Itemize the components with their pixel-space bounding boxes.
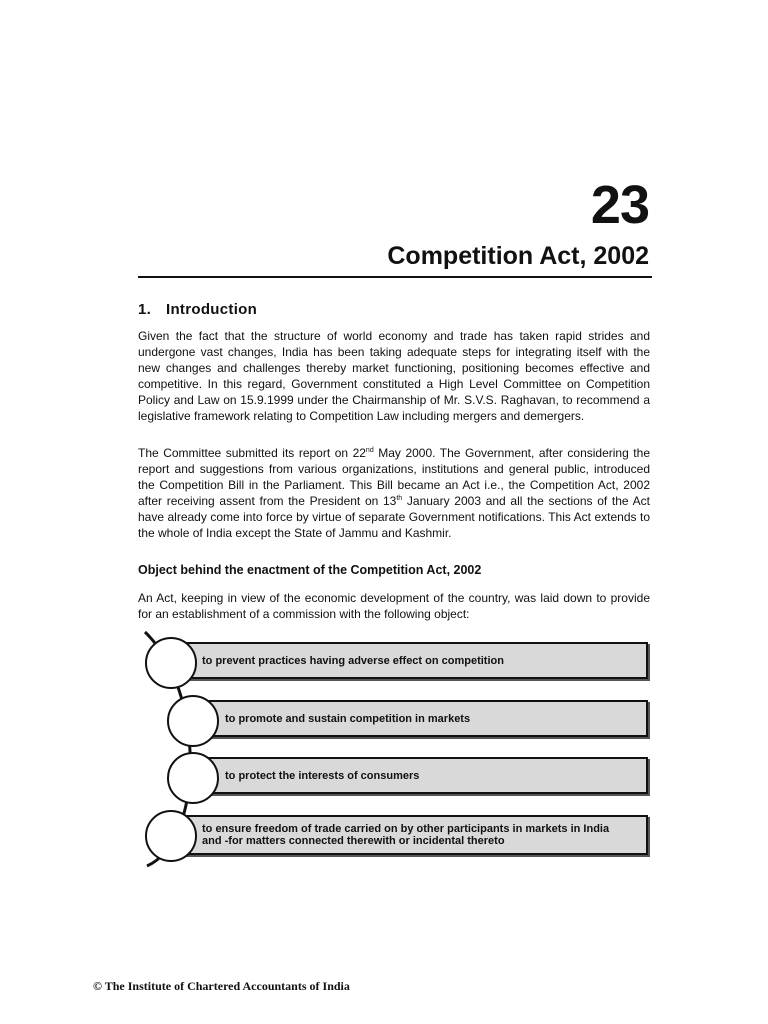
object-text: to protect the interests of consumers bbox=[225, 769, 420, 782]
object-text: to promote and sustain competition in markets bbox=[225, 712, 471, 725]
intro-paragraph-2 bbox=[138, 445, 650, 541]
ordinal-suffix: th bbox=[396, 495, 403, 502]
paragraph-2-text-b: May 2000. The Government, after considering the report and suggestions from various organizations, institutions and general public, introduced the Competition Bill in the Parliament. This Bill became an Act i.e., the Competition Act, 2002 after receiving assent from the President on 13 bbox=[138, 446, 650, 508]
object-text: to ensure freedom of trade carried on by other participants in markets in India bbox=[202, 823, 610, 835]
footer-copyright: © The Institute of Chartered Accountants of India bbox=[93, 979, 350, 993]
object-text: to prevent practices having adverse effect on competition bbox=[202, 654, 504, 667]
chapter-title: Competition Act, 2002 bbox=[387, 242, 649, 270]
bullet-circle bbox=[167, 752, 219, 804]
section-number: 1. bbox=[138, 301, 152, 318]
intro-paragraph-1: Given the fact that the structure of world economy and trade has taken rapid strides and undergone vast changes, India has been taking adequate steps for integrating itself with the new changes and challenges thereby market functioning, positioning becomes effective and competitive. In this regard, Government constituted a High Level Committee on Competition Policy and Law on 15.9.1999 under the Chairmanship of Mr. S.V.S. Raghavan, to recommend a legislative framework relating to Competition Law including mergers and demergers. bbox=[138, 329, 650, 423]
bullet-circle bbox=[145, 810, 197, 862]
object-box bbox=[204, 757, 648, 794]
object-box bbox=[178, 642, 648, 679]
bullet-circle bbox=[167, 695, 219, 747]
paragraph-2-text-c: January 2003 and all the sections of the Act have already come into force by virtue of separate Government notifications. This Act extends to the whole of India except the State of Jammu and Kashmir. bbox=[138, 494, 650, 540]
object-paragraph: An Act, keeping in view of the economic development of the country, was laid down to provide for an establishment of a commission with the following object: bbox=[138, 591, 650, 621]
object-box bbox=[178, 815, 648, 855]
section-heading bbox=[138, 301, 257, 318]
ordinal-suffix: nd bbox=[365, 447, 374, 454]
object-box bbox=[204, 700, 648, 737]
paragraph-2-text-a: The Committee submitted its report on 22 bbox=[138, 446, 366, 460]
bullet-circle bbox=[145, 637, 197, 689]
section-title: Introduction bbox=[166, 301, 258, 318]
title-rule bbox=[138, 276, 652, 278]
object-text: and -for matters connected therewith or incidental thereto bbox=[202, 835, 505, 847]
chapter-number: 23 bbox=[590, 175, 649, 235]
object-subheading: Object behind the enactment of the Competition Act, 2002 bbox=[138, 563, 482, 577]
